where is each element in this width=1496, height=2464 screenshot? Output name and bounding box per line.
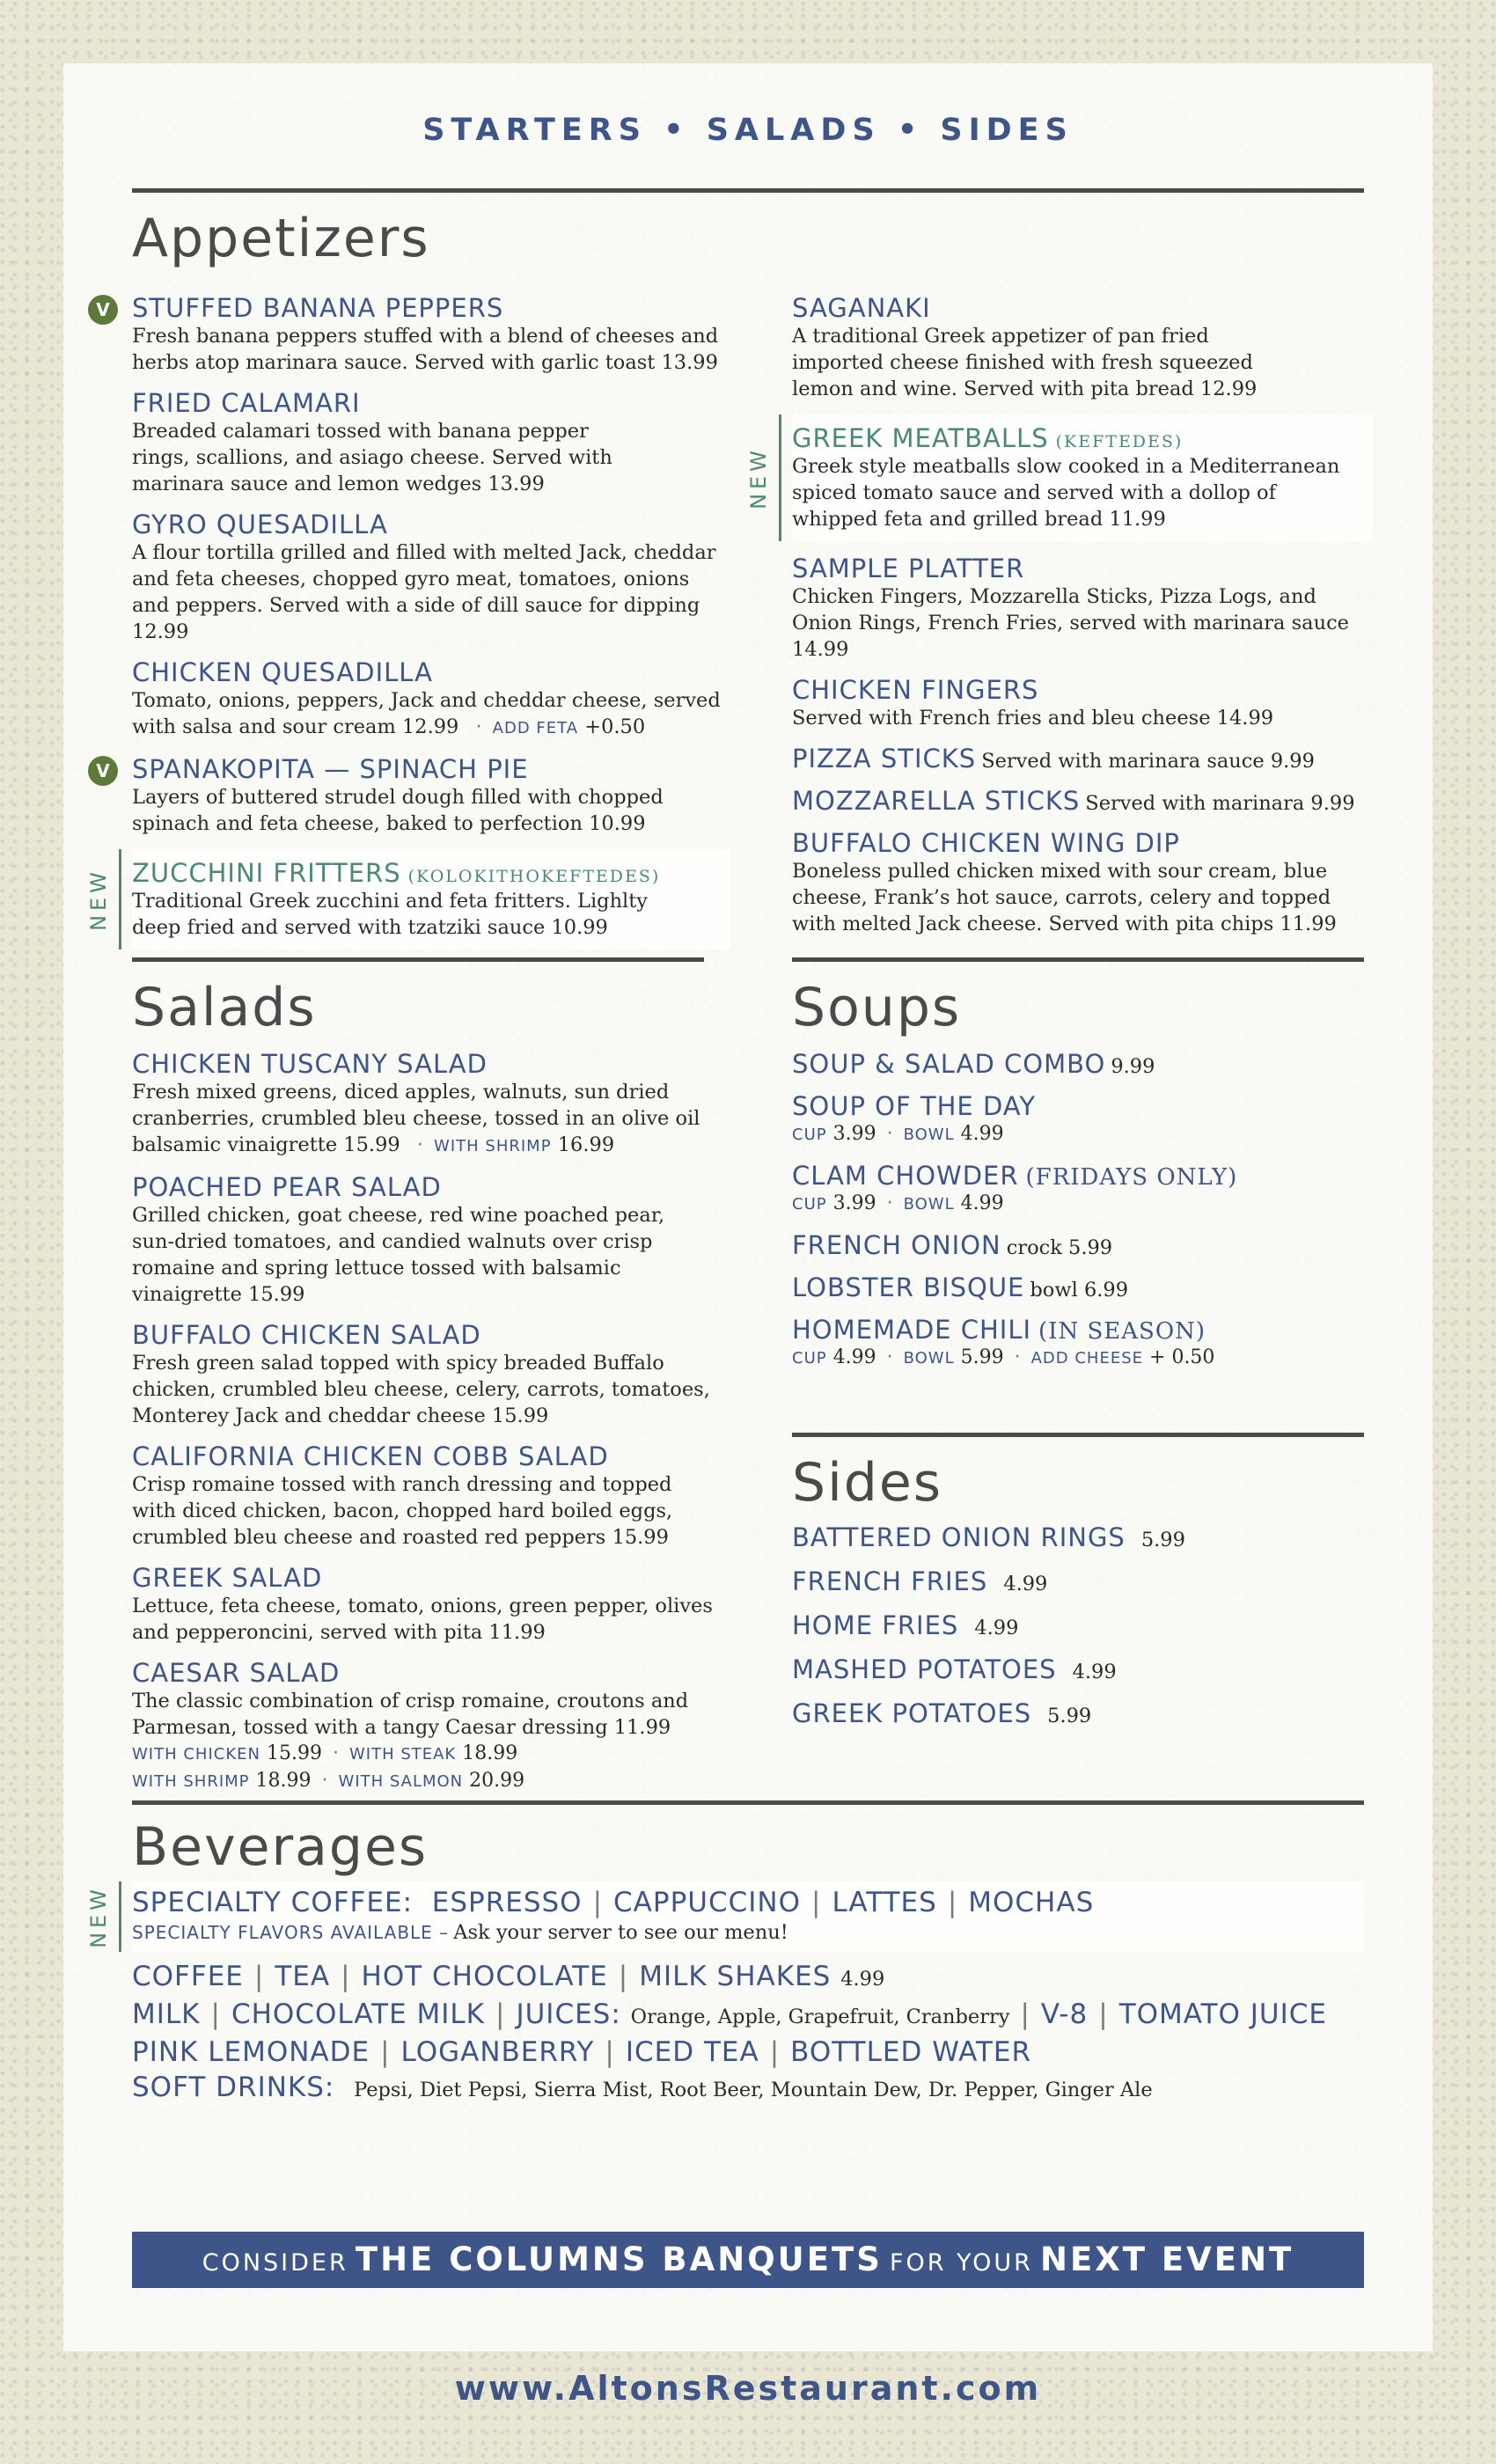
beverages-section	[85, 1881, 1364, 2108]
menu-item	[792, 1610, 1364, 1640]
new-item-meatballs	[745, 414, 1373, 541]
website-link[interactable]: www.AltonsRestaurant.com	[454, 2369, 1042, 2408]
addon-price: +0.50	[584, 715, 646, 738]
menu-item	[792, 828, 1373, 937]
beverage-line: PINK LEMONADE | LOGANBERRY | ICED TEA | BOTTLED WATER	[132, 2036, 1032, 2068]
vegetarian-badge: V	[88, 295, 118, 325]
menu-item	[792, 1566, 1364, 1596]
item-name: HOMEMADE CHILI	[792, 1315, 1032, 1345]
menu-item	[792, 1161, 1364, 1218]
menu-item	[132, 1441, 713, 1551]
menu-item	[792, 1091, 1364, 1148]
item-description: Served with French fries and bleu cheese 14.99	[792, 707, 1274, 730]
item-name: LOBSTER BISQUE	[792, 1272, 1025, 1302]
beverages-title: Beverages	[132, 1816, 429, 1878]
menu-item	[132, 1172, 713, 1308]
vegetarian-badge: V	[88, 756, 118, 786]
item-name: PIZZA STICKS	[792, 744, 977, 774]
sides-column	[792, 1522, 1364, 1742]
item-description: Fresh mixed greens, diced apples, walnuts, sun dried cranberries, crumbled bleu cheese, tossed in an olive oil balsamic vinaigrette 15.99 · WITH SHRIMP 16.99	[132, 1081, 700, 1156]
item-price: 5.99	[1047, 1705, 1092, 1727]
item-name: CHICKEN TUSCANY SALAD	[132, 1049, 488, 1079]
new-item-specialty-coffee	[85, 1881, 1364, 1952]
new-tag: NEW	[77, 849, 121, 950]
item-name: GREEK SALAD	[132, 1563, 323, 1593]
item-name: SPANAKOPITA — SPINACH PIE	[132, 754, 529, 784]
page-heading: STARTERS • SALADS • SIDES	[422, 113, 1074, 148]
item-name: CALIFORNIA CHICKEN COBB SALAD	[132, 1441, 609, 1471]
menu-item	[792, 1049, 1364, 1079]
item-name: FRIED CALAMARI	[132, 388, 361, 418]
item-options: CUP 4.99 · BOWL 5.99 · ADD CHEESE + 0.50	[792, 1346, 1215, 1368]
item-options: CUP 3.99 · BOWL 4.99	[792, 1192, 1004, 1214]
item-description: Lettuce, feta cheese, tomato, onions, green pepper, olives and pepperoncini, served with pita 11.99	[132, 1595, 713, 1644]
menu-item	[792, 1654, 1364, 1684]
menu-item	[132, 1049, 713, 1160]
divider	[132, 188, 1364, 193]
item-note: (IN SEASON)	[1038, 1318, 1206, 1345]
menu-item	[132, 1563, 713, 1646]
item-name: SAMPLE PLATTER	[792, 554, 1025, 583]
beverage-line: COFFEE | TEA | HOT CHOCOLATE | MILK SHAKES 4.99	[132, 1961, 885, 1992]
divider	[792, 957, 1364, 962]
banquet-banner: CONSIDER THE COLUMNS BANQUETS FOR YOUR NEXT EVENT	[132, 2232, 1364, 2288]
beverage-line: SOFT DRINKS: Pepsi, Diet Pepsi, Sierra Mist, Root Beer, Mountain Dew, Dr. Pepper, Ginger Ale	[132, 2072, 1153, 2103]
appetizers-left-column	[85, 293, 730, 962]
item-price: 5.99	[1140, 1529, 1185, 1551]
menu-item	[792, 1272, 1364, 1302]
specialty-flavors-note: SPECIALTY FLAVORS AVAILABLE – Ask your server to see our menu!	[132, 1921, 788, 1944]
menu-item	[96, 293, 730, 376]
menu-item	[132, 1658, 713, 1795]
addon-label: ADD FETA	[492, 719, 579, 737]
beverage-line: MILK | CHOCOLATE MILK | JUICES: Orange, Apple, Grapefruit, Cranberry | V-8 | TOMATO JUICE	[132, 1998, 1327, 2030]
item-price: crock 5.99	[1006, 1236, 1113, 1259]
salads-title: Salads	[132, 977, 317, 1038]
menu-item	[792, 1230, 1364, 1260]
divider	[132, 957, 704, 962]
addon-price: 16.99	[557, 1133, 615, 1156]
menu-item	[792, 744, 1373, 774]
item-description: Served with marinara sauce 9.99	[981, 750, 1315, 773]
item-description: Chicken Fingers, Mozzarella Sticks, Pizza Logs, and Onion Rings, French Fries, served with marinara sauce 14.99	[792, 585, 1349, 661]
salads-column	[132, 1049, 713, 1808]
divider	[132, 1800, 1364, 1805]
description-text: Tomato, onions, peppers, Jack and cheddar cheese, served with salsa and sour cream 12.99	[132, 689, 721, 738]
item-name: FRENCH FRIES	[792, 1566, 988, 1596]
menu-item	[792, 1698, 1364, 1728]
item-description: Crisp romaine tossed with ranch dressing and topped with diced chicken, bacon, chopped hard boiled eggs, crumbled bleu cheese and roasted red peppers 15.99	[132, 1473, 673, 1549]
item-name: GYRO QUESADILLA	[132, 510, 388, 539]
menu-item	[132, 388, 730, 497]
soups-title: Soups	[792, 977, 962, 1038]
item-name: BATTERED ONION RINGS	[792, 1522, 1126, 1552]
item-name: BUFFALO CHICKEN WING DIP	[792, 828, 1180, 858]
menu-item	[96, 754, 730, 837]
description-text: Fresh mixed greens, diced apples, walnuts, sun dried cranberries, crumbled bleu cheese, tossed in an olive oil balsamic vinaigrette 15.99	[132, 1081, 700, 1156]
item-subtitle: (KOLOKITHOKEFTEDES)	[407, 867, 661, 886]
item-description: Grilled chicken, goat cheese, red wine poached pear, sun-dried tomatoes, and candied walnuts over crisp romaine and spring lettuce tossed with balsamic vinaigrette 15.99	[132, 1204, 665, 1306]
menu-item	[792, 554, 1373, 663]
item-options: CUP 3.99 · BOWL 4.99	[792, 1123, 1004, 1145]
item-name: CHICKEN QUESADILLA	[132, 657, 433, 687]
menu-item	[132, 657, 730, 742]
appetizers-right-column	[745, 293, 1373, 950]
item-description: Served with marinara 9.99	[1085, 792, 1355, 815]
item-name: MOZZARELLA STICKS	[792, 786, 1081, 816]
new-tag: NEW	[737, 414, 781, 541]
item-price: 4.99	[974, 1617, 1019, 1639]
item-description: A flour tortilla grilled and filled with melted Jack, cheddar and feta cheeses, chopped gyro meat, tomatoes, onions and peppers. Served with a side of dill sauce for dipping 12.99	[132, 541, 716, 643]
item-description: Layers of buttered strudel dough filled with chopped spinach and feta cheese, baked to perfection 10.99	[132, 786, 664, 835]
item-name: BUFFALO CHICKEN SALAD	[132, 1320, 481, 1350]
item-description: A traditional Greek appetizer of pan fried imported cheese finished with fresh squeezed lemon and wine. Served with pita bread 12.99	[792, 325, 1258, 400]
new-item-zucchini	[85, 849, 730, 950]
item-name: FRENCH ONION	[792, 1230, 1001, 1260]
item-name: SAGANAKI	[792, 293, 931, 323]
menu-item	[792, 1522, 1364, 1552]
item-name: STUFFED BANANA PEPPERS	[132, 293, 504, 323]
item-name: GREEK MEATBALLS	[792, 423, 1049, 453]
item-description: Fresh banana peppers stuffed with a blend of cheeses and herbs atop marinara sauce. Served with garlic toast 13.99	[132, 325, 719, 374]
item-name: POACHED PEAR SALAD	[132, 1172, 442, 1202]
item-name: SOUP & SALAD COMBO	[792, 1049, 1106, 1079]
item-description: Boneless pulled chicken mixed with sour cream, blue cheese, Frank’s hot sauce, carrots, celery and topped with melted Jack cheese. Served with pita chips 11.99	[792, 860, 1337, 935]
item-name: ZUCCHINI FRITTERS	[132, 858, 401, 888]
item-description: The classic combination of crisp romaine, croutons and Parmesan, tossed with a tangy Caesar dressing 11.99	[132, 1690, 689, 1739]
item-description: Tomato, onions, peppers, Jack and cheddar cheese, served with salsa and sour cream 12.99 · ADD FETA +0.50	[132, 689, 721, 738]
appetizers-title: Appetizers	[132, 208, 430, 269]
menu-item	[792, 293, 1373, 402]
item-name: GREEK POTATOES	[792, 1698, 1032, 1728]
item-name: CAESAR SALAD	[132, 1658, 341, 1688]
item-name: HOME FRIES	[792, 1610, 959, 1640]
item-price: 4.99	[1072, 1661, 1117, 1683]
item-name: CLAM CHOWDER	[792, 1161, 1019, 1191]
menu-item	[792, 1315, 1364, 1372]
sides-title: Sides	[792, 1452, 943, 1514]
item-name: SOUP OF THE DAY	[792, 1091, 1037, 1121]
menu-item	[792, 786, 1373, 816]
divider	[792, 1433, 1364, 1437]
item-description: Greek style meatballs slow cooked in a Mediterranean spiced tomato sauce and served with a dollop of whipped feta and grilled bread 11.99	[792, 455, 1340, 531]
menu-item	[132, 510, 730, 645]
specialty-coffee-line: SPECIALTY COFFEE: ESPRESSO | CAPPUCCINO | LATTES | MOCHAS	[132, 1887, 1095, 1918]
new-tag: NEW	[77, 1881, 121, 1952]
item-price: bowl 6.99	[1030, 1279, 1129, 1302]
item-price: 9.99	[1111, 1055, 1155, 1078]
item-price: 4.99	[1003, 1573, 1048, 1595]
item-description: Fresh green salad topped with spicy breaded Buffalo chicken, crumbled bleu cheese, celery, carrots, tomatoes, Monterey Jack and cheddar cheese 15.99	[132, 1352, 710, 1427]
item-description: Breaded calamari tossed with banana pepper rings, scallions, and asiago cheese. Served with marinara sauce and lemon wedges 13.99	[132, 420, 612, 495]
item-options: WITH SHRIMP 18.99 · WITH SALMON 20.99	[132, 1770, 525, 1792]
item-options: WITH CHICKEN 15.99 · WITH STEAK 18.99	[132, 1742, 518, 1764]
item-name: MASHED POTATOES	[792, 1654, 1057, 1684]
addon-label: WITH SHRIMP	[434, 1137, 552, 1155]
item-description: Traditional Greek zucchini and feta fritters. Lighlty deep fried and served with tzatziki sauce 10.99	[132, 890, 649, 939]
item-name: CHICKEN FINGERS	[792, 675, 1039, 705]
item-subtitle: (KEFTEDES)	[1055, 432, 1184, 451]
item-note: (FRIDAYS ONLY)	[1025, 1164, 1238, 1191]
menu-item	[792, 675, 1373, 731]
menu-item	[132, 1320, 713, 1429]
soups-column	[792, 1049, 1364, 1384]
